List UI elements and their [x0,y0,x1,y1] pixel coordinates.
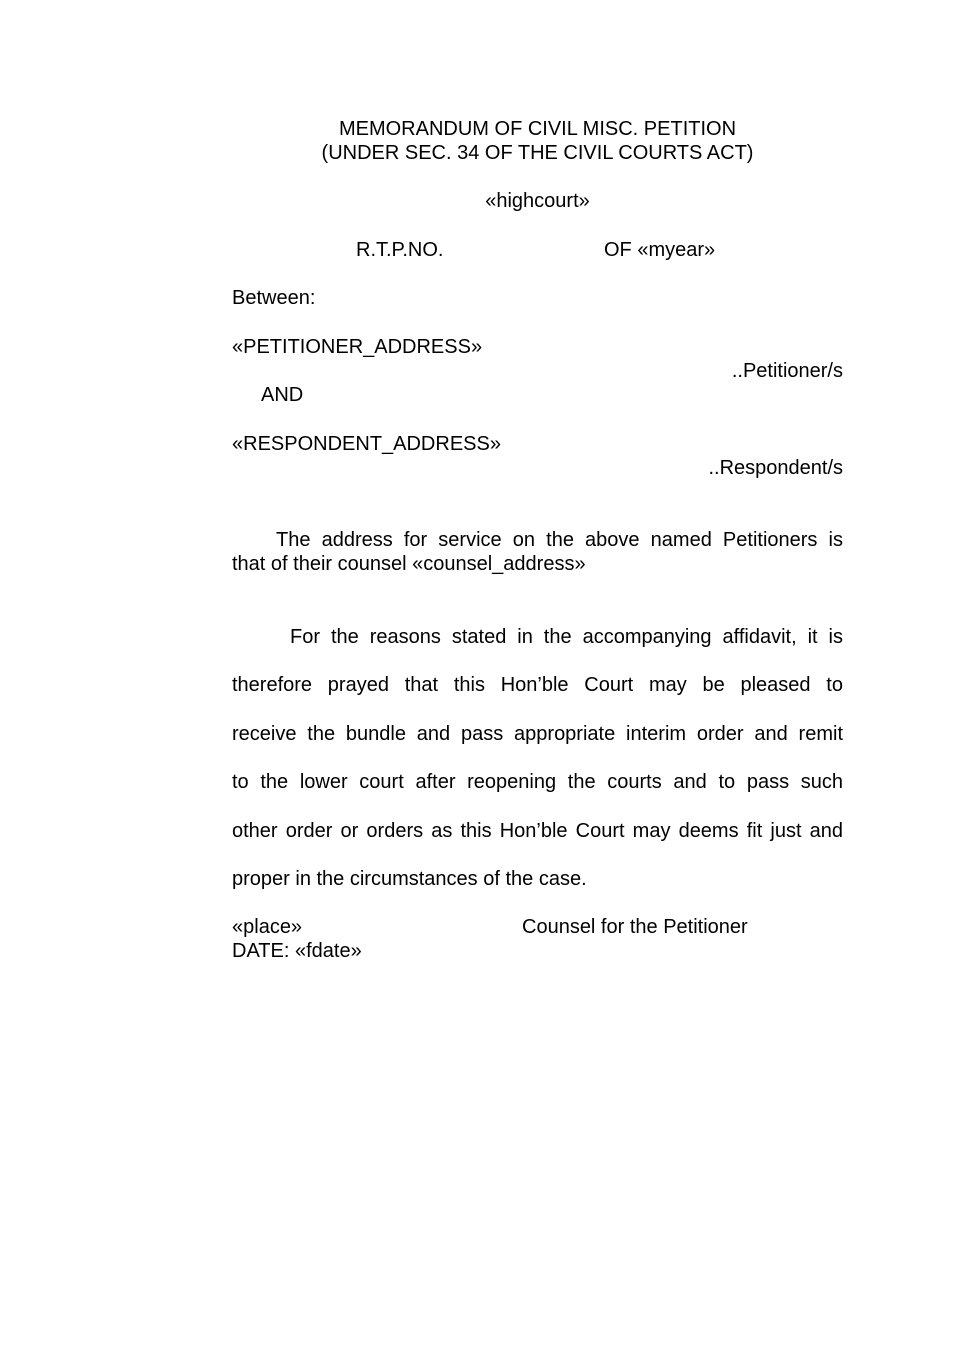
heading-line-2: (UNDER SEC. 34 OF THE CIVIL COURTS ACT) [321,142,754,164]
and-label: AND [261,384,304,406]
case-year: OF «myear» [604,239,716,261]
petitioner-role: ..Petitioner/s [731,360,843,382]
service-line-1: The address for service on the above named Petitioners is [276,529,843,551]
service-line-2: that of their counsel «counsel_address» [232,553,586,575]
document-heading [232,117,843,165]
prayer-line: For the reasons stated in the accompanying affidavit, it is [290,626,843,648]
respondent-role: ..Respondent/s [708,457,843,479]
respondent-address: «RESPONDENT_ADDRESS» [232,433,501,455]
place-field: «place» [232,916,303,938]
heading-line-1: MEMORANDUM OF CIVIL MISC. PETITION [338,118,737,140]
date-field: DATE: «fdate» [232,940,362,962]
court-name: «highcourt» [485,190,590,212]
between-label: Between: [232,287,316,309]
prayer-line: proper in the circumstances of the case. [232,868,587,890]
prayer-line: other order or orders as this Hon’ble Court may deems fit just and [232,820,843,842]
petitioner-address: «PETITIONER_ADDRESS» [232,336,483,358]
prayer-line: receive the bundle and pass appropriate interim order and remit [232,723,843,745]
prayer-line: to the lower court after reopening the courts and to pass such [232,771,843,793]
prayer-line: therefore prayed that this Hon’ble Court may be pleased to [232,674,843,696]
signatory-label: Counsel for the Petitioner [522,916,748,938]
case-number-label: R.T.P.NO. [356,239,444,261]
